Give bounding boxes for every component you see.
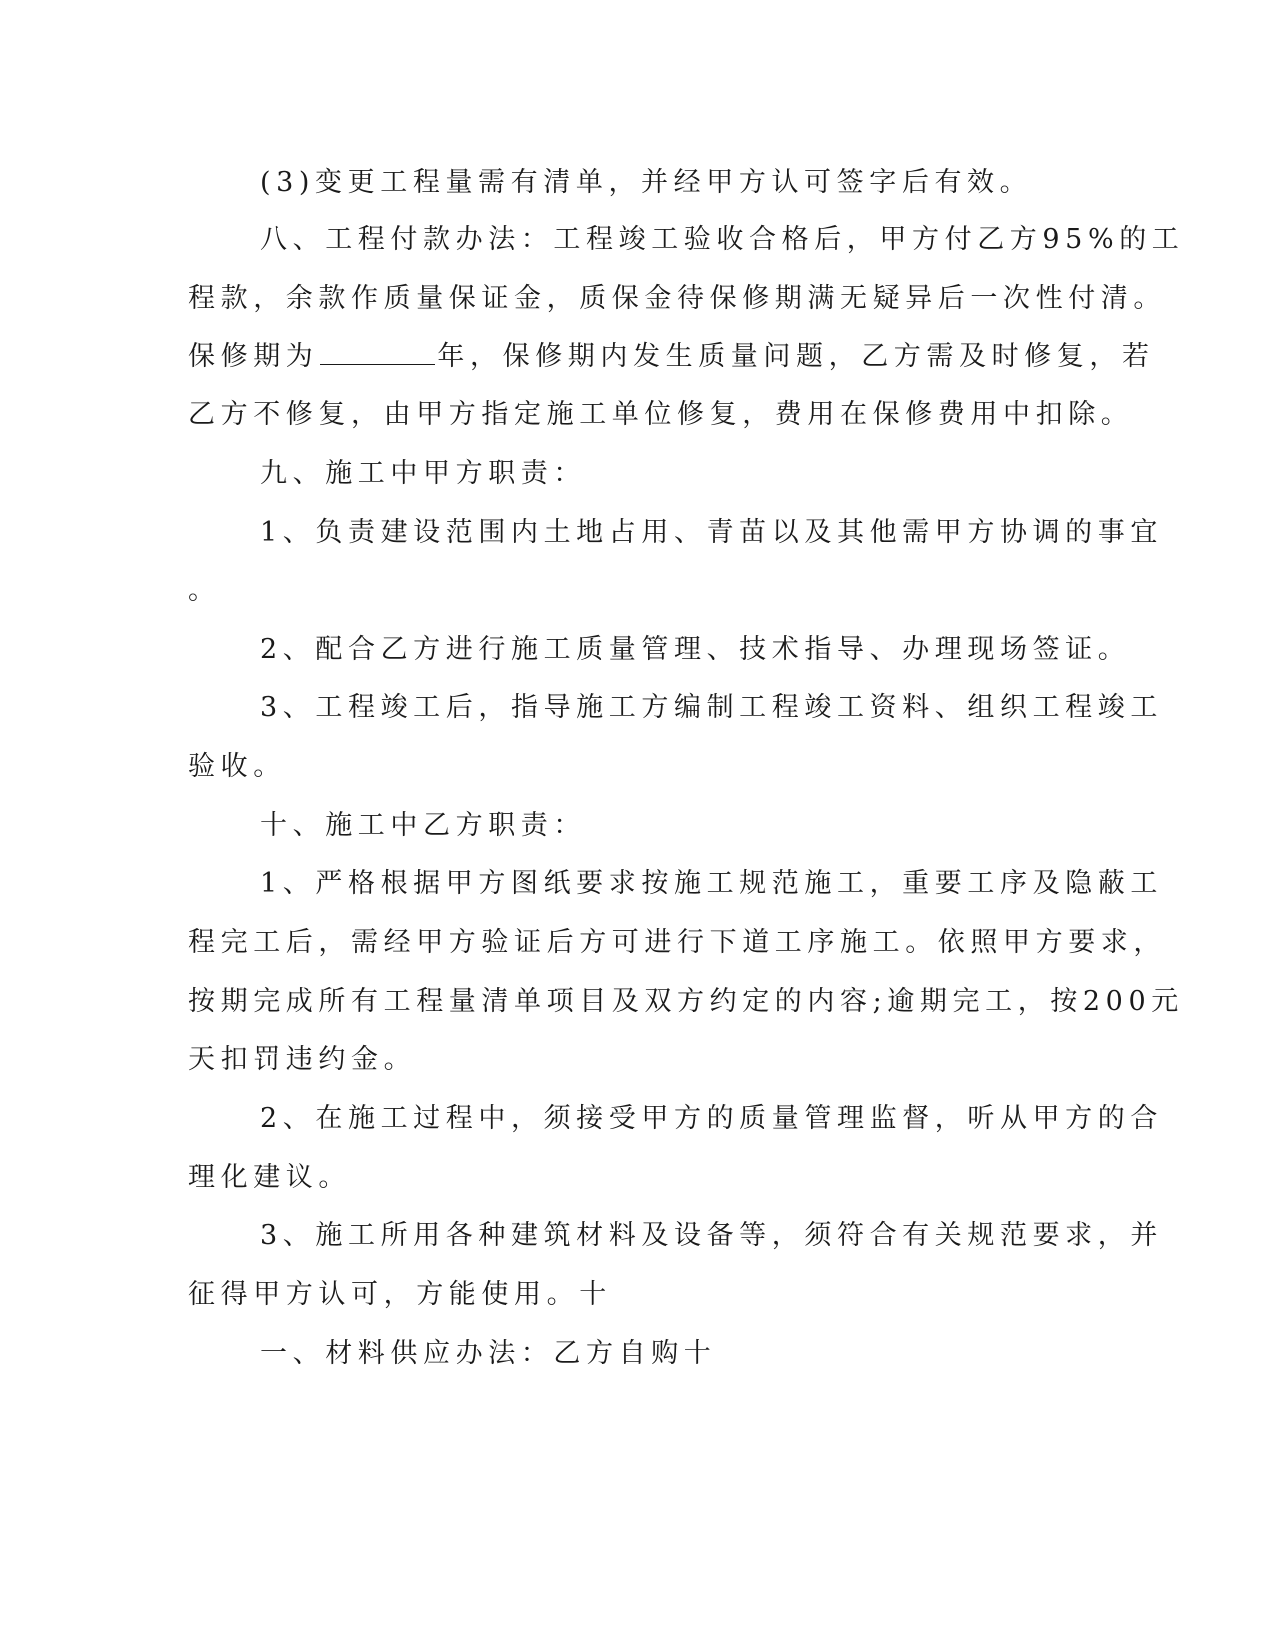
section-11-heading: 一、材料供应办法：乙方自购十 <box>260 1338 717 1369</box>
text-line: 验收。 <box>188 751 286 782</box>
text-fragment: 保修期为 <box>188 341 319 372</box>
section-9-heading: 九、施工中甲方职责： <box>260 458 586 489</box>
section-10-heading: 十、施工中乙方职责： <box>260 810 586 841</box>
text-line: 3、施工所用各种建筑材料及设备等，须符合有关规范要求，并 <box>260 1220 1163 1251</box>
text-line: 1、严格根据甲方图纸要求按施工规范施工，重要工序及隐蔽工 <box>260 868 1163 899</box>
text-line: 天扣罚违约金。 <box>188 1044 417 1075</box>
section-8-heading: 八、工程付款办法：工程竣工验收合格后，甲方付乙方95%的工 <box>260 224 1185 255</box>
text-line: 3、工程竣工后，指导施工方编制工程竣工资料、组织工程竣工 <box>260 692 1163 723</box>
text-line: 2、配合乙方进行施工质量管理、技术指导、办理现场签证。 <box>260 634 1131 665</box>
text-line: 乙方不修复，由甲方指定施工单位修复，费用在保修费用中扣除。 <box>188 399 1134 430</box>
text-line: 程款，余款作质量保证金，质保金待保修期满无疑异后一次性付清。 <box>188 283 1166 314</box>
text-line: 按期完成所有工程量清单项目及双方约定的内容;逾期完工，按200元 <box>188 986 1184 1017</box>
text-line: 1、负责建设范围内土地占用、青苗以及其他需甲方协调的事宜 <box>260 517 1163 548</box>
text-line: 征得甲方认可，方能使用。十 <box>188 1279 612 1310</box>
text-fragment: 年，保修期内发生质量问题，乙方需及时修复，若 <box>437 341 1155 372</box>
text-line: 理化建议。 <box>188 1162 351 1193</box>
text-line <box>188 339 1155 375</box>
text-line: 程完工后，需经甲方验证后方可进行下道工序施工。依照甲方要求， <box>188 927 1166 958</box>
text-line: 。 <box>188 575 221 606</box>
text-line: (3)变更工程量需有清单，并经甲方认可签字后有效。 <box>260 167 1033 198</box>
text-line: 2、在施工过程中，须接受甲方的质量管理监督，听从甲方的合 <box>260 1103 1163 1134</box>
fill-in-blank <box>320 342 435 365</box>
